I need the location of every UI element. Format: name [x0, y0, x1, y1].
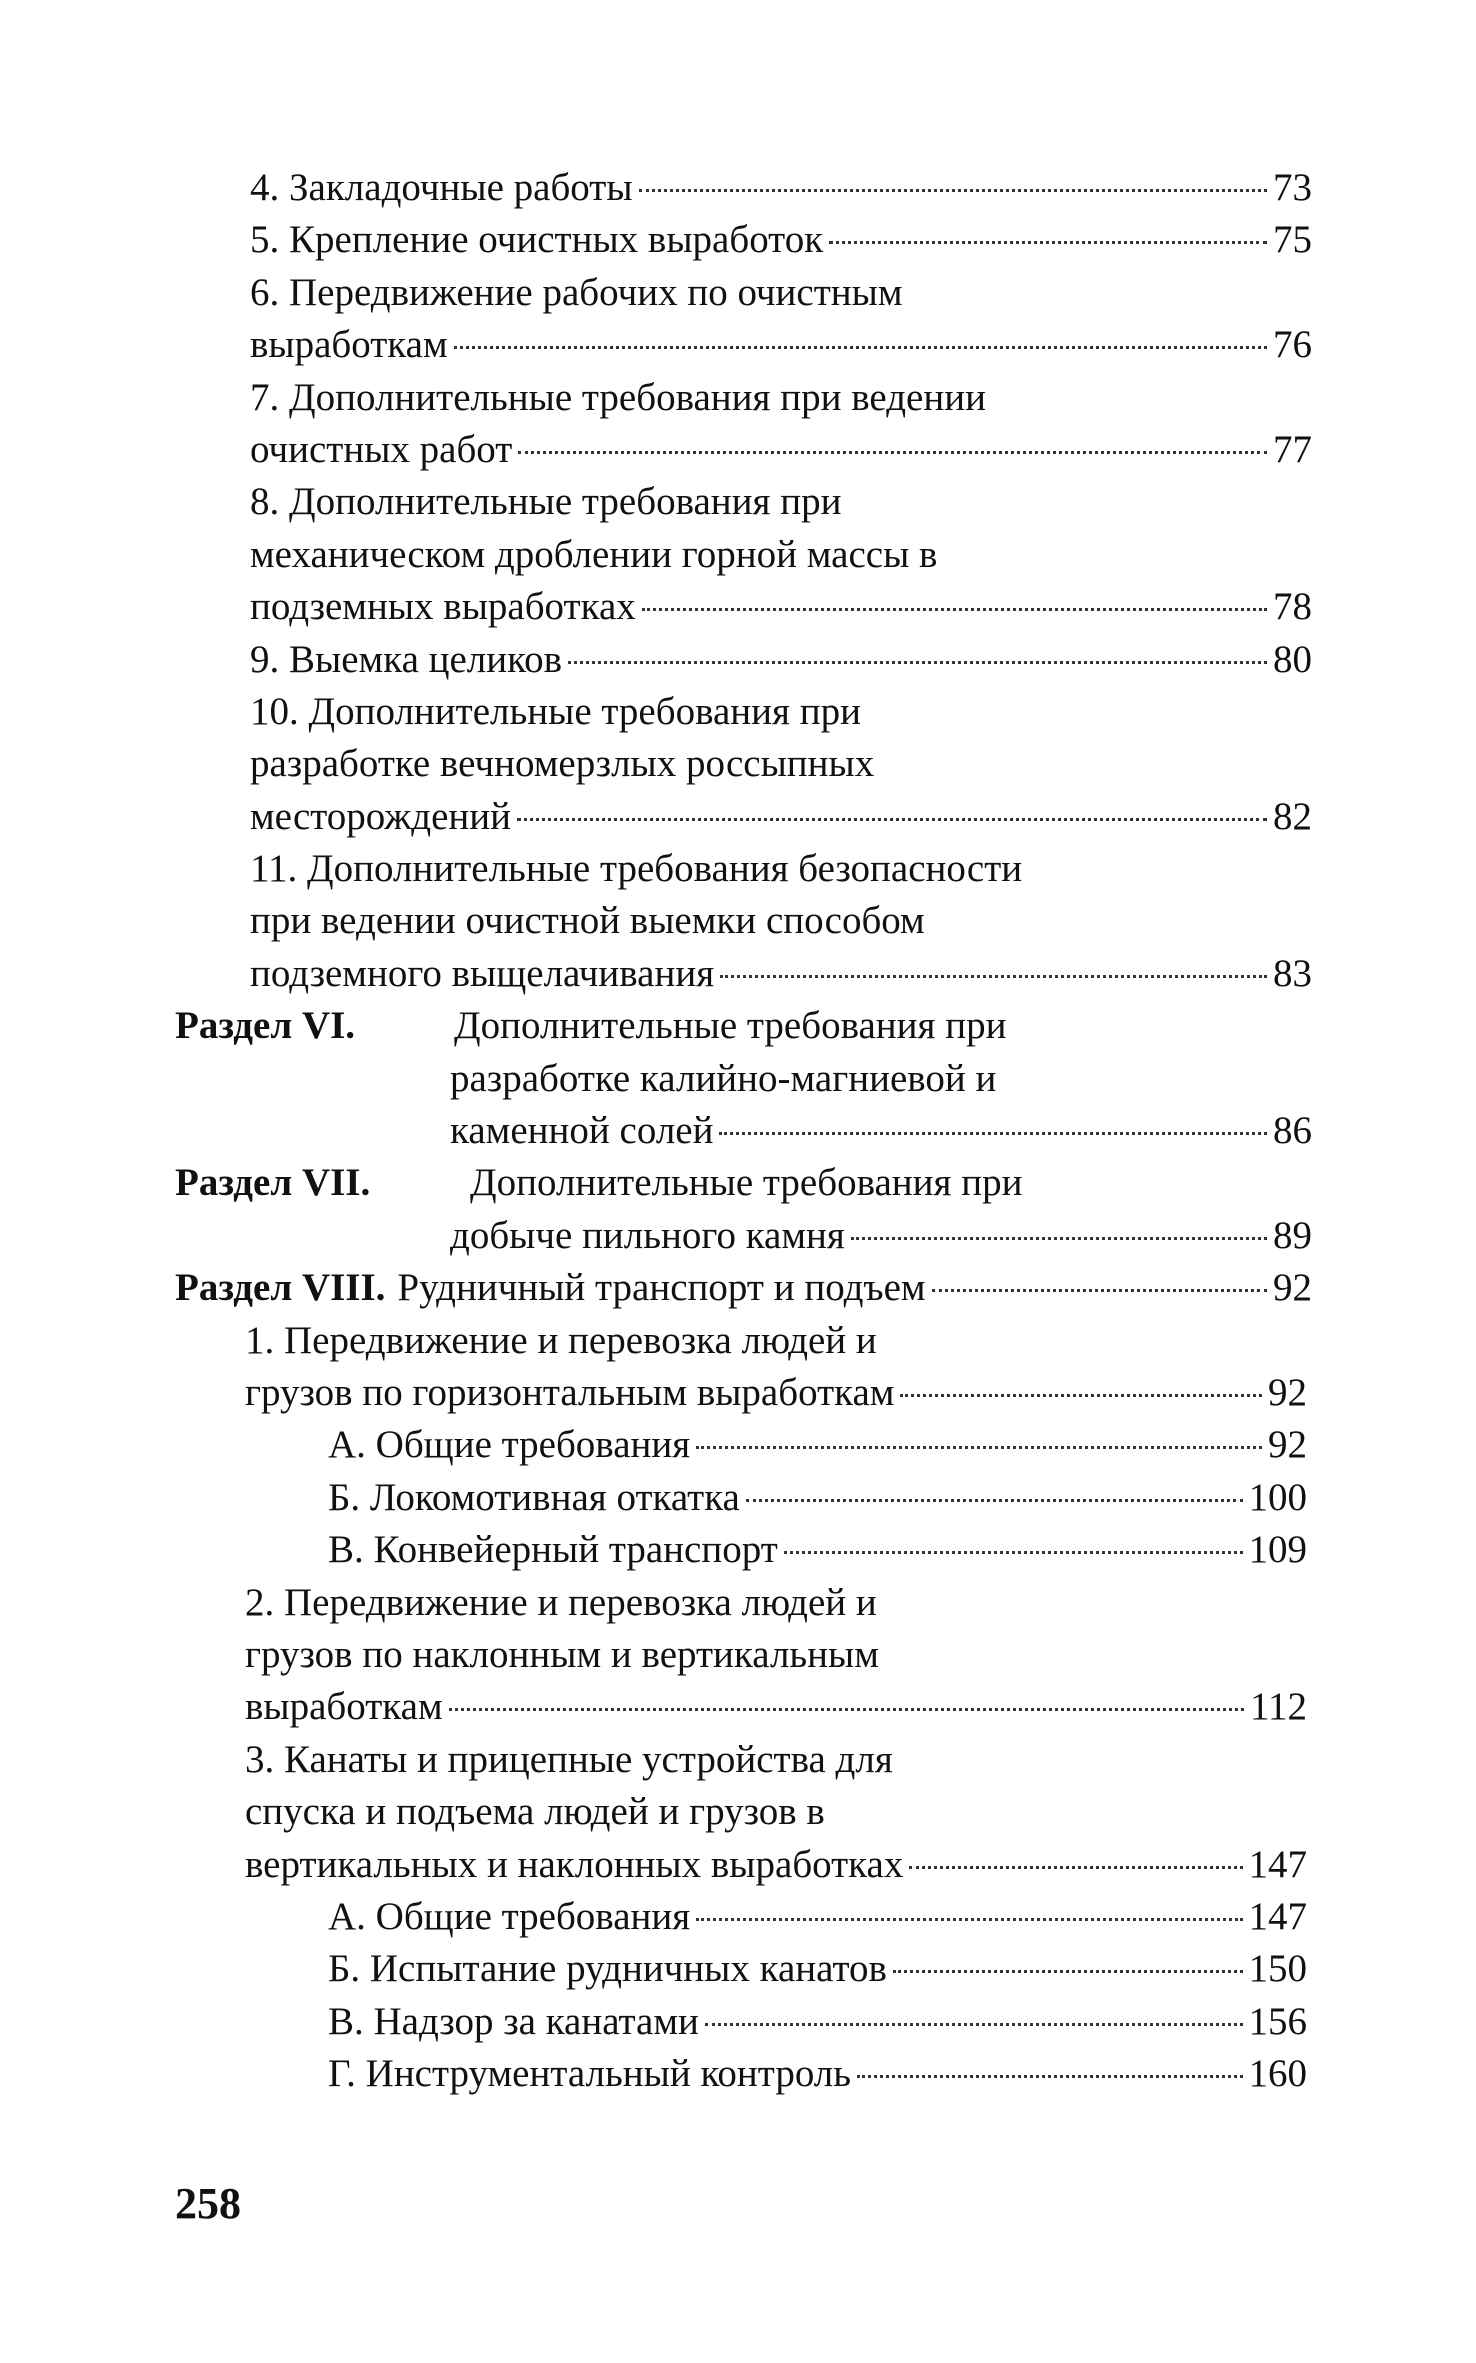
toc-entry: В. Конвейерный транспорт 109	[328, 1528, 1307, 1572]
toc-entry: разработке калийно-магниевой и	[450, 1056, 997, 1100]
toc-entry: А. Общие требования 147	[328, 1894, 1307, 1938]
toc-entry: Б. Испытание рудничных канатов 150	[328, 1947, 1307, 1991]
toc-entry: Г. Инструментальный контроль 160	[328, 2052, 1307, 2096]
toc-entry: грузов по наклонным и вертикальным	[245, 1632, 879, 1676]
toc-entry: при ведении очистной выемки способом	[250, 899, 925, 943]
toc-entry: 10. Дополнительные требования при	[250, 689, 861, 733]
toc-entry: выработкам 112	[245, 1685, 1307, 1729]
toc-entry: А. Общие требования 92	[328, 1423, 1307, 1467]
toc-entry: В. Надзор за канатами 156	[328, 1999, 1307, 2043]
section-label: Раздел VIII.	[175, 1266, 386, 1310]
section-label: Раздел VII.	[175, 1161, 371, 1205]
toc-entry: 8. Дополнительные требования при	[250, 480, 842, 524]
section-label: Раздел VI.	[175, 1004, 356, 1048]
toc-entry: выработкам 76	[250, 323, 1312, 367]
toc-entry: очистных работ 77	[250, 427, 1312, 471]
section-title: Дополнительные требования при	[470, 1161, 1023, 1205]
toc-entry: подземных выработках 78	[250, 585, 1312, 629]
toc-entry: 2. Передвижение и перевозка людей и	[245, 1580, 877, 1624]
section-heading	[175, 1000, 1312, 1052]
toc-entry: каменной солей 86	[450, 1109, 1312, 1153]
toc-entry: вертикальных и наклонных выработках 147	[245, 1842, 1307, 1886]
toc-entry: 5. Крепление очистных выработок 75	[250, 218, 1312, 262]
toc-entry: 11. Дополнительные требования безопасности	[250, 847, 1023, 891]
toc-entry: Б. Локомотивная откатка 100	[328, 1475, 1307, 1519]
table-of-contents	[0, 162, 1476, 2100]
toc-entry: 7. Дополнительные требования при ведении	[250, 375, 986, 419]
section-heading: Раздел VIII. Рудничный транспорт и подъем 92	[175, 1262, 1312, 1314]
toc-entry: грузов по горизонтальным выработкам 92	[245, 1370, 1307, 1414]
toc-entry: подземного выщелачивания 83	[250, 951, 1312, 995]
toc-entry: механическом дроблении горной массы в	[250, 532, 938, 576]
toc-entry: 3. Канаты и прицепные устройства для	[245, 1737, 893, 1781]
section-title: Рудничный транспорт и подъем	[397, 1266, 926, 1310]
toc-entry: месторождений 82	[250, 794, 1312, 838]
toc-entry: разработке вечномерзлых россыпных	[250, 742, 875, 786]
toc-entry: 1. Передвижение и перевозка людей и	[245, 1318, 877, 1362]
toc-entry: добыче пильного камня 89	[450, 1213, 1312, 1257]
toc-entry: 9. Выемка целиков 80	[250, 637, 1312, 681]
toc-entry: спуска и подъема людей и грузов в	[245, 1790, 825, 1834]
section-title: Дополнительные требования при	[454, 1004, 1007, 1048]
toc-entry: 4. Закладочные работы 73	[250, 166, 1312, 209]
toc-entry: 6. Передвижение рабочих по очистным	[250, 270, 903, 314]
section-heading	[175, 1157, 1312, 1209]
page-number: 258	[175, 2179, 241, 2228]
